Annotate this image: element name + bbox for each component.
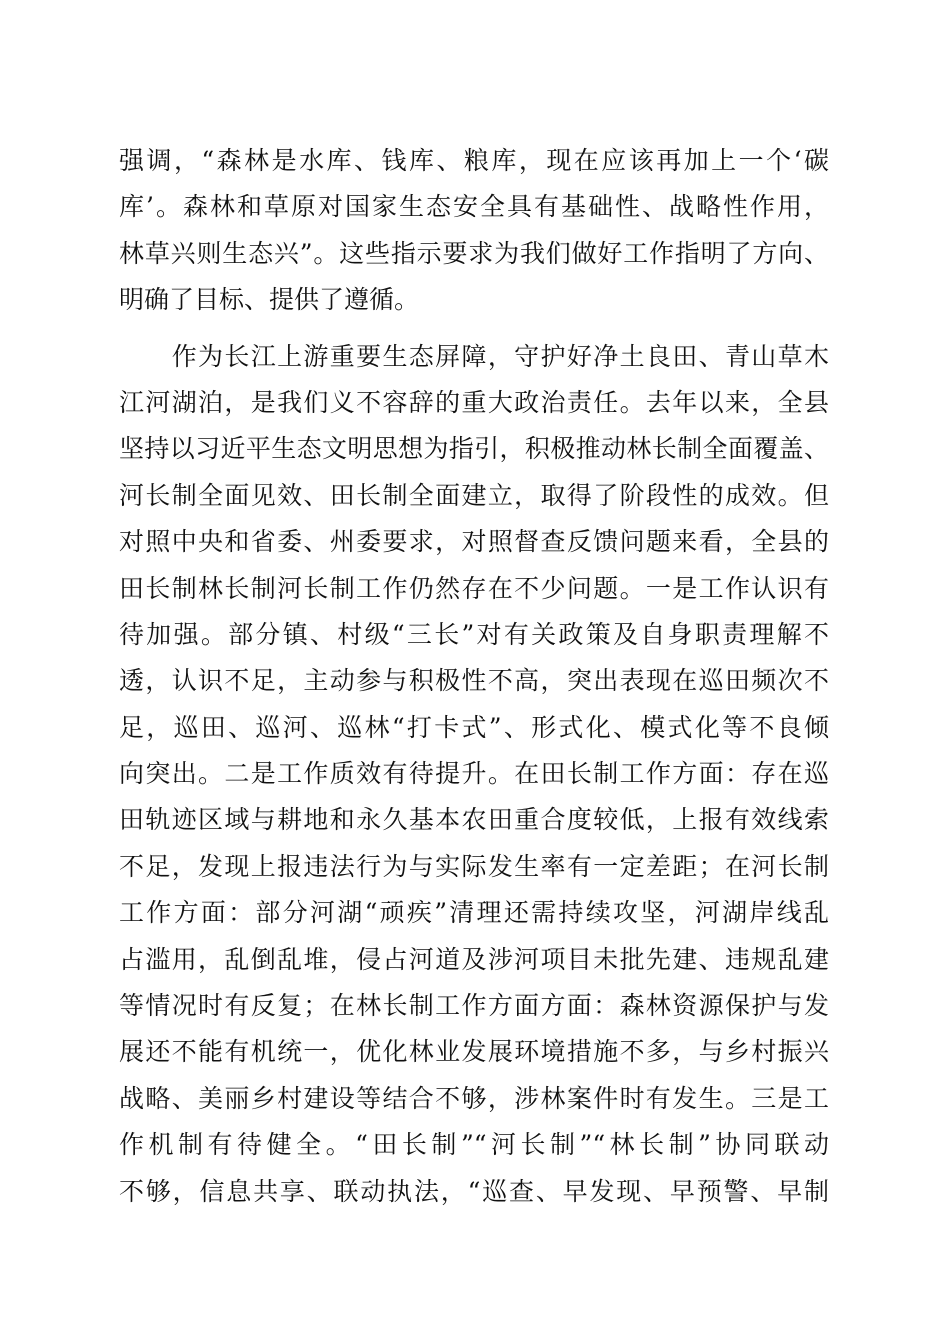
- paragraph-line: 江河湖泊，是我们义不容辞的重大政治责任。去年以来，全县: [119, 387, 829, 417]
- paragraph-line: 足，巡田、巡河、巡林“打卡式”、形式化、模式化等不良倾: [119, 712, 829, 742]
- paragraph-line: 库’。森林和草原对国家生态安全具有基础性、战略性作用，: [119, 192, 829, 222]
- paragraph-line: 河长制全面见效、田长制全面建立，取得了阶段性的成效。但: [119, 480, 829, 510]
- paragraph-line: 坚持以习近平生态文明思想为指引，积极推动林长制全面覆盖、: [119, 434, 829, 464]
- paragraph-2: [119, 334, 829, 1215]
- paragraph-line: 占滥用，乱倒乱堆，侵占河道及涉河项目未批先建、违规乱建: [119, 944, 829, 974]
- paragraph-line: 战略、美丽乡村建设等结合不够，涉林案件时有发生。三是工: [119, 1083, 829, 1113]
- paragraph-line: 不足，发现上报违法行为与实际发生率有一定差距；在河长制: [119, 851, 829, 881]
- paragraph-line: 透，认识不足，主动参与积极性不高，突出表现在巡田频次不: [119, 666, 829, 696]
- paragraph-line: 强调，“森林是水库、钱库、粮库，现在应该再加上一个‘碳: [119, 146, 829, 175]
- paragraph-gap: [119, 324, 829, 334]
- paragraph-line: 展还不能有机统一，优化林业发展环境措施不多，与乡村振兴: [119, 1037, 829, 1067]
- paragraph-line: 等情况时有反复；在林长制工作方面方面：森林资源保护与发: [119, 991, 829, 1021]
- document-body: [119, 138, 829, 1215]
- paragraph-line: 林草兴则生态兴”。这些指示要求为我们做好工作指明了方向、: [119, 238, 829, 268]
- paragraph-line: 田长制林长制河长制工作仍然存在不少问题。一是工作认识有: [119, 573, 829, 603]
- paragraph-line: 向突出。二是工作质效有待提升。在田长制工作方面：存在巡: [119, 759, 829, 789]
- paragraph-line: 作机制有待健全。“田长制”“河长制”“林长制”协同联动: [119, 1130, 829, 1160]
- paragraph-line: 田轨迹区域与耕地和永久基本农田重合度较低，上报有效线索: [119, 805, 829, 835]
- paragraph-line: 对照中央和省委、州委要求，对照督查反馈问题来看，全县的: [119, 527, 829, 557]
- paragraph-line: 工作方面：部分河湖“顽疾”清理还需持续攻坚，河湖岸线乱: [119, 898, 829, 928]
- paragraph-1: [119, 138, 829, 324]
- paragraph-line: 作为长江上游重要生态屏障，守护好净土良田、青山草木: [119, 341, 829, 371]
- paragraph-line: 明确了目标、提供了遵循。: [119, 285, 420, 315]
- paragraph-line: 不够，信息共享、联动执法，“巡查、早发现、早预警、早制: [119, 1176, 829, 1206]
- paragraph-line: 待加强。部分镇、村级“三长”对有关政策及自身职责理解不: [119, 619, 829, 649]
